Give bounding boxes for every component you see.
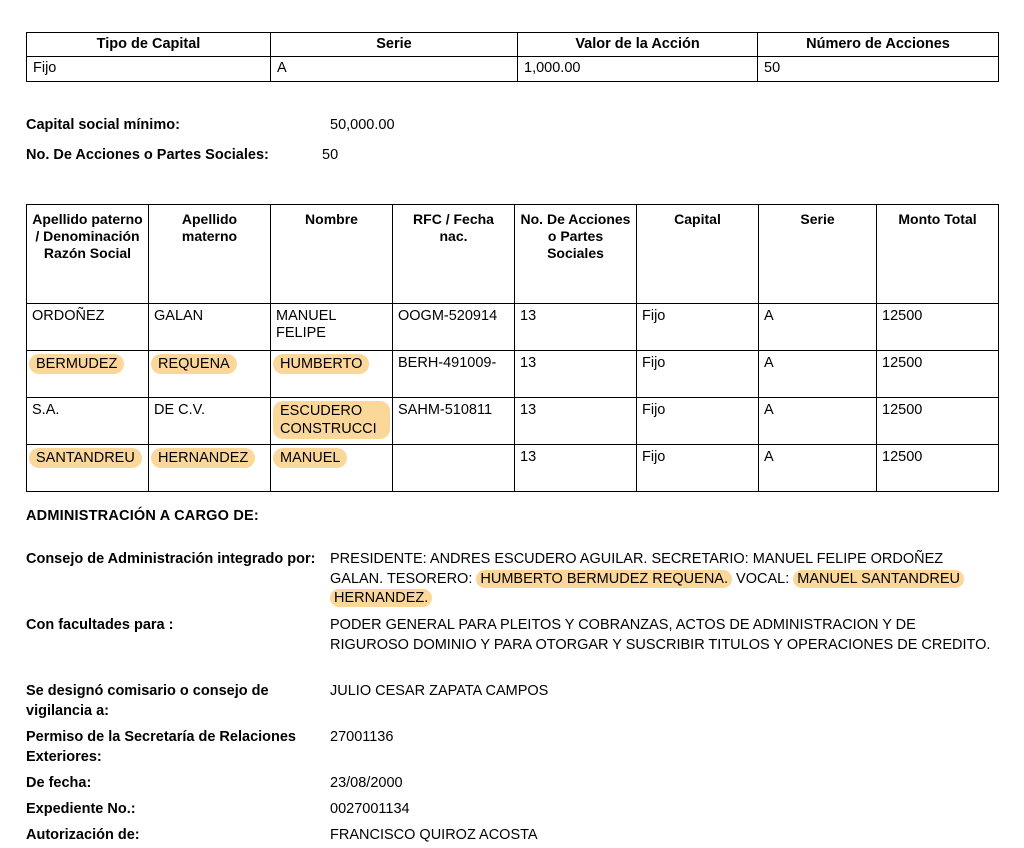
- cell-rfc: BERH-491009-: [393, 351, 515, 398]
- column-header-capital: Capital: [637, 205, 759, 304]
- cell-rfc: SAHM-510811: [393, 398, 515, 445]
- highlight-marker: HERNANDEZ: [151, 448, 255, 468]
- highlight-marker: MANUEL SANTANDREU HERNANDEZ.: [330, 570, 964, 608]
- highlight-marker: REQUENA: [151, 354, 237, 374]
- admin-value-consejo: [330, 550, 994, 609]
- table-row: [27, 351, 999, 398]
- cell-apellido-materno: DE C.V.: [149, 398, 271, 445]
- cell-capital: Fijo: [637, 445, 759, 492]
- cell-serie: A: [759, 351, 877, 398]
- numero-acciones-row: [26, 147, 338, 163]
- cell-monto: 12500: [877, 351, 999, 398]
- admin-label-comisario: Se designó comisario o consejo de vigilancia a:: [26, 683, 269, 719]
- cell-monto: 12500: [877, 304, 999, 351]
- cell-nombre: MANUEL FELIPE: [271, 304, 393, 351]
- capital-table: [26, 32, 999, 82]
- cell-apellido-paterno: [27, 351, 149, 398]
- column-header-serie: Serie: [271, 33, 518, 57]
- cell-acciones: 13: [515, 304, 637, 351]
- admin-value-autorizacion: FRANCISCO QUIROZ ACOSTA: [330, 827, 538, 843]
- column-header-serie: Serie: [759, 205, 877, 304]
- column-header-rfc-fecha-nac: RFC / Fecha nac.: [393, 205, 515, 304]
- highlight-marker: MANUEL: [273, 448, 347, 468]
- capital-social-minimo-row: [26, 117, 395, 133]
- highlight-marker: SANTANDREU: [29, 448, 142, 468]
- cell-valor-accion: 1,000.00: [518, 57, 758, 82]
- cell-serie: A: [271, 57, 518, 82]
- consejo-text-part1: PRESIDENTE: ANDRES ESCUDERO AGUILAR. SECRETARIO: MANUEL FELIPE ORDOÑEZ GALAN. TESORERO:: [330, 551, 944, 587]
- cell-numero-acciones: 50: [758, 57, 999, 82]
- cell-monto: 12500: [877, 445, 999, 492]
- admin-label-expediente: Expediente No.:: [26, 801, 136, 817]
- admin-label-permiso-sre: Permiso de la Secretaría de Relaciones Exteriores:: [26, 729, 296, 765]
- cell-tipo-capital: Fijo: [27, 57, 271, 82]
- cell-apellido-paterno: S.A.: [27, 398, 149, 445]
- cell-apellido-paterno: ORDOÑEZ: [27, 304, 149, 351]
- table-header-row: [27, 205, 999, 304]
- admin-label-consejo: Consejo de Administración integrado por:: [26, 551, 316, 567]
- cell-acciones: 13: [515, 445, 637, 492]
- cell-nombre: [271, 398, 393, 445]
- cell-acciones: 13: [515, 351, 637, 398]
- cell-nombre: [271, 445, 393, 492]
- cell-capital: Fijo: [637, 351, 759, 398]
- cell-serie: A: [759, 398, 877, 445]
- capital-social-minimo-label: Capital social mínimo:: [26, 117, 180, 133]
- cell-apellido-materno: [149, 351, 271, 398]
- cell-acciones: 13: [515, 398, 637, 445]
- highlight-marker: BERMUDEZ: [29, 354, 124, 374]
- admin-value-expediente: 0027001134: [330, 801, 410, 817]
- cell-capital: Fijo: [637, 398, 759, 445]
- numero-acciones-value: 50: [322, 147, 339, 163]
- capital-social-minimo-value: 50,000.00: [330, 117, 395, 133]
- admin-value-permiso-sre: 27001136: [330, 729, 394, 745]
- cell-nombre: [271, 351, 393, 398]
- admin-row-fecha: [26, 774, 998, 796]
- column-header-valor-accion: Valor de la Acción: [518, 33, 758, 57]
- cell-monto: 12500: [877, 398, 999, 445]
- cell-apellido-materno: GALAN: [149, 304, 271, 351]
- admin-value-fecha: 23/08/2000: [330, 775, 403, 791]
- cell-serie: A: [759, 304, 877, 351]
- table-row: [27, 57, 999, 82]
- admin-label-facultades: Con facultades para :: [26, 617, 174, 633]
- column-header-numero-acciones: Número de Acciones: [758, 33, 999, 57]
- table-header-row: [27, 33, 999, 57]
- table-row: [27, 445, 999, 492]
- highlight-marker: HUMBERTO: [273, 354, 369, 374]
- column-header-apellido-paterno: Apellido paterno / Denominación Razón Social: [27, 205, 149, 304]
- consejo-text-part2: VOCAL:: [736, 570, 790, 587]
- admin-row-permiso-sre: [26, 728, 998, 768]
- admin-value-comisario: JULIO CESAR ZAPATA CAMPOS: [330, 683, 549, 699]
- column-header-tipo-capital: Tipo de Capital: [27, 33, 271, 57]
- shareholders-table: [26, 204, 999, 492]
- column-header-nombre: Nombre: [271, 205, 393, 304]
- table-row: [27, 398, 999, 445]
- cell-capital: Fijo: [637, 304, 759, 351]
- admin-label-fecha: De fecha:: [26, 775, 92, 791]
- admin-row-expediente: [26, 800, 998, 822]
- cell-apellido-materno: [149, 445, 271, 492]
- highlight-marker: HUMBERTO BERMUDEZ REQUENA.: [476, 570, 732, 588]
- admin-row-autorizacion: [26, 826, 998, 848]
- admin-value-facultades: PODER GENERAL PARA PLEITOS Y COBRANZAS, ACTOS DE ADMINISTRACION Y DE RIGUROSO DOMINIO Y PARA OTORGAR Y SUSCRIBIR TITULOS Y OPERACIONES DE CREDITO.: [330, 617, 991, 653]
- admin-row-consejo: [26, 550, 998, 610]
- cell-rfc: OOGM-520914: [393, 304, 515, 351]
- table-row: [27, 304, 999, 351]
- cell-rfc: [393, 445, 515, 492]
- administration-heading: ADMINISTRACIÓN A CARGO DE:: [26, 508, 259, 524]
- admin-row-comisario: [26, 682, 998, 722]
- column-header-no-acciones: No. De Acciones o Partes Sociales: [515, 205, 637, 304]
- admin-row-facultades: [26, 616, 998, 674]
- column-header-monto-total: Monto Total: [877, 205, 999, 304]
- numero-acciones-label: No. De Acciones o Partes Sociales:: [26, 147, 269, 163]
- column-header-apellido-materno: Apellido materno: [149, 205, 271, 304]
- cell-serie: A: [759, 445, 877, 492]
- highlight-marker: ESCUDERO CONSTRUCCI: [273, 401, 390, 439]
- cell-apellido-paterno: [27, 445, 149, 492]
- admin-label-autorizacion: Autorización de:: [26, 827, 140, 843]
